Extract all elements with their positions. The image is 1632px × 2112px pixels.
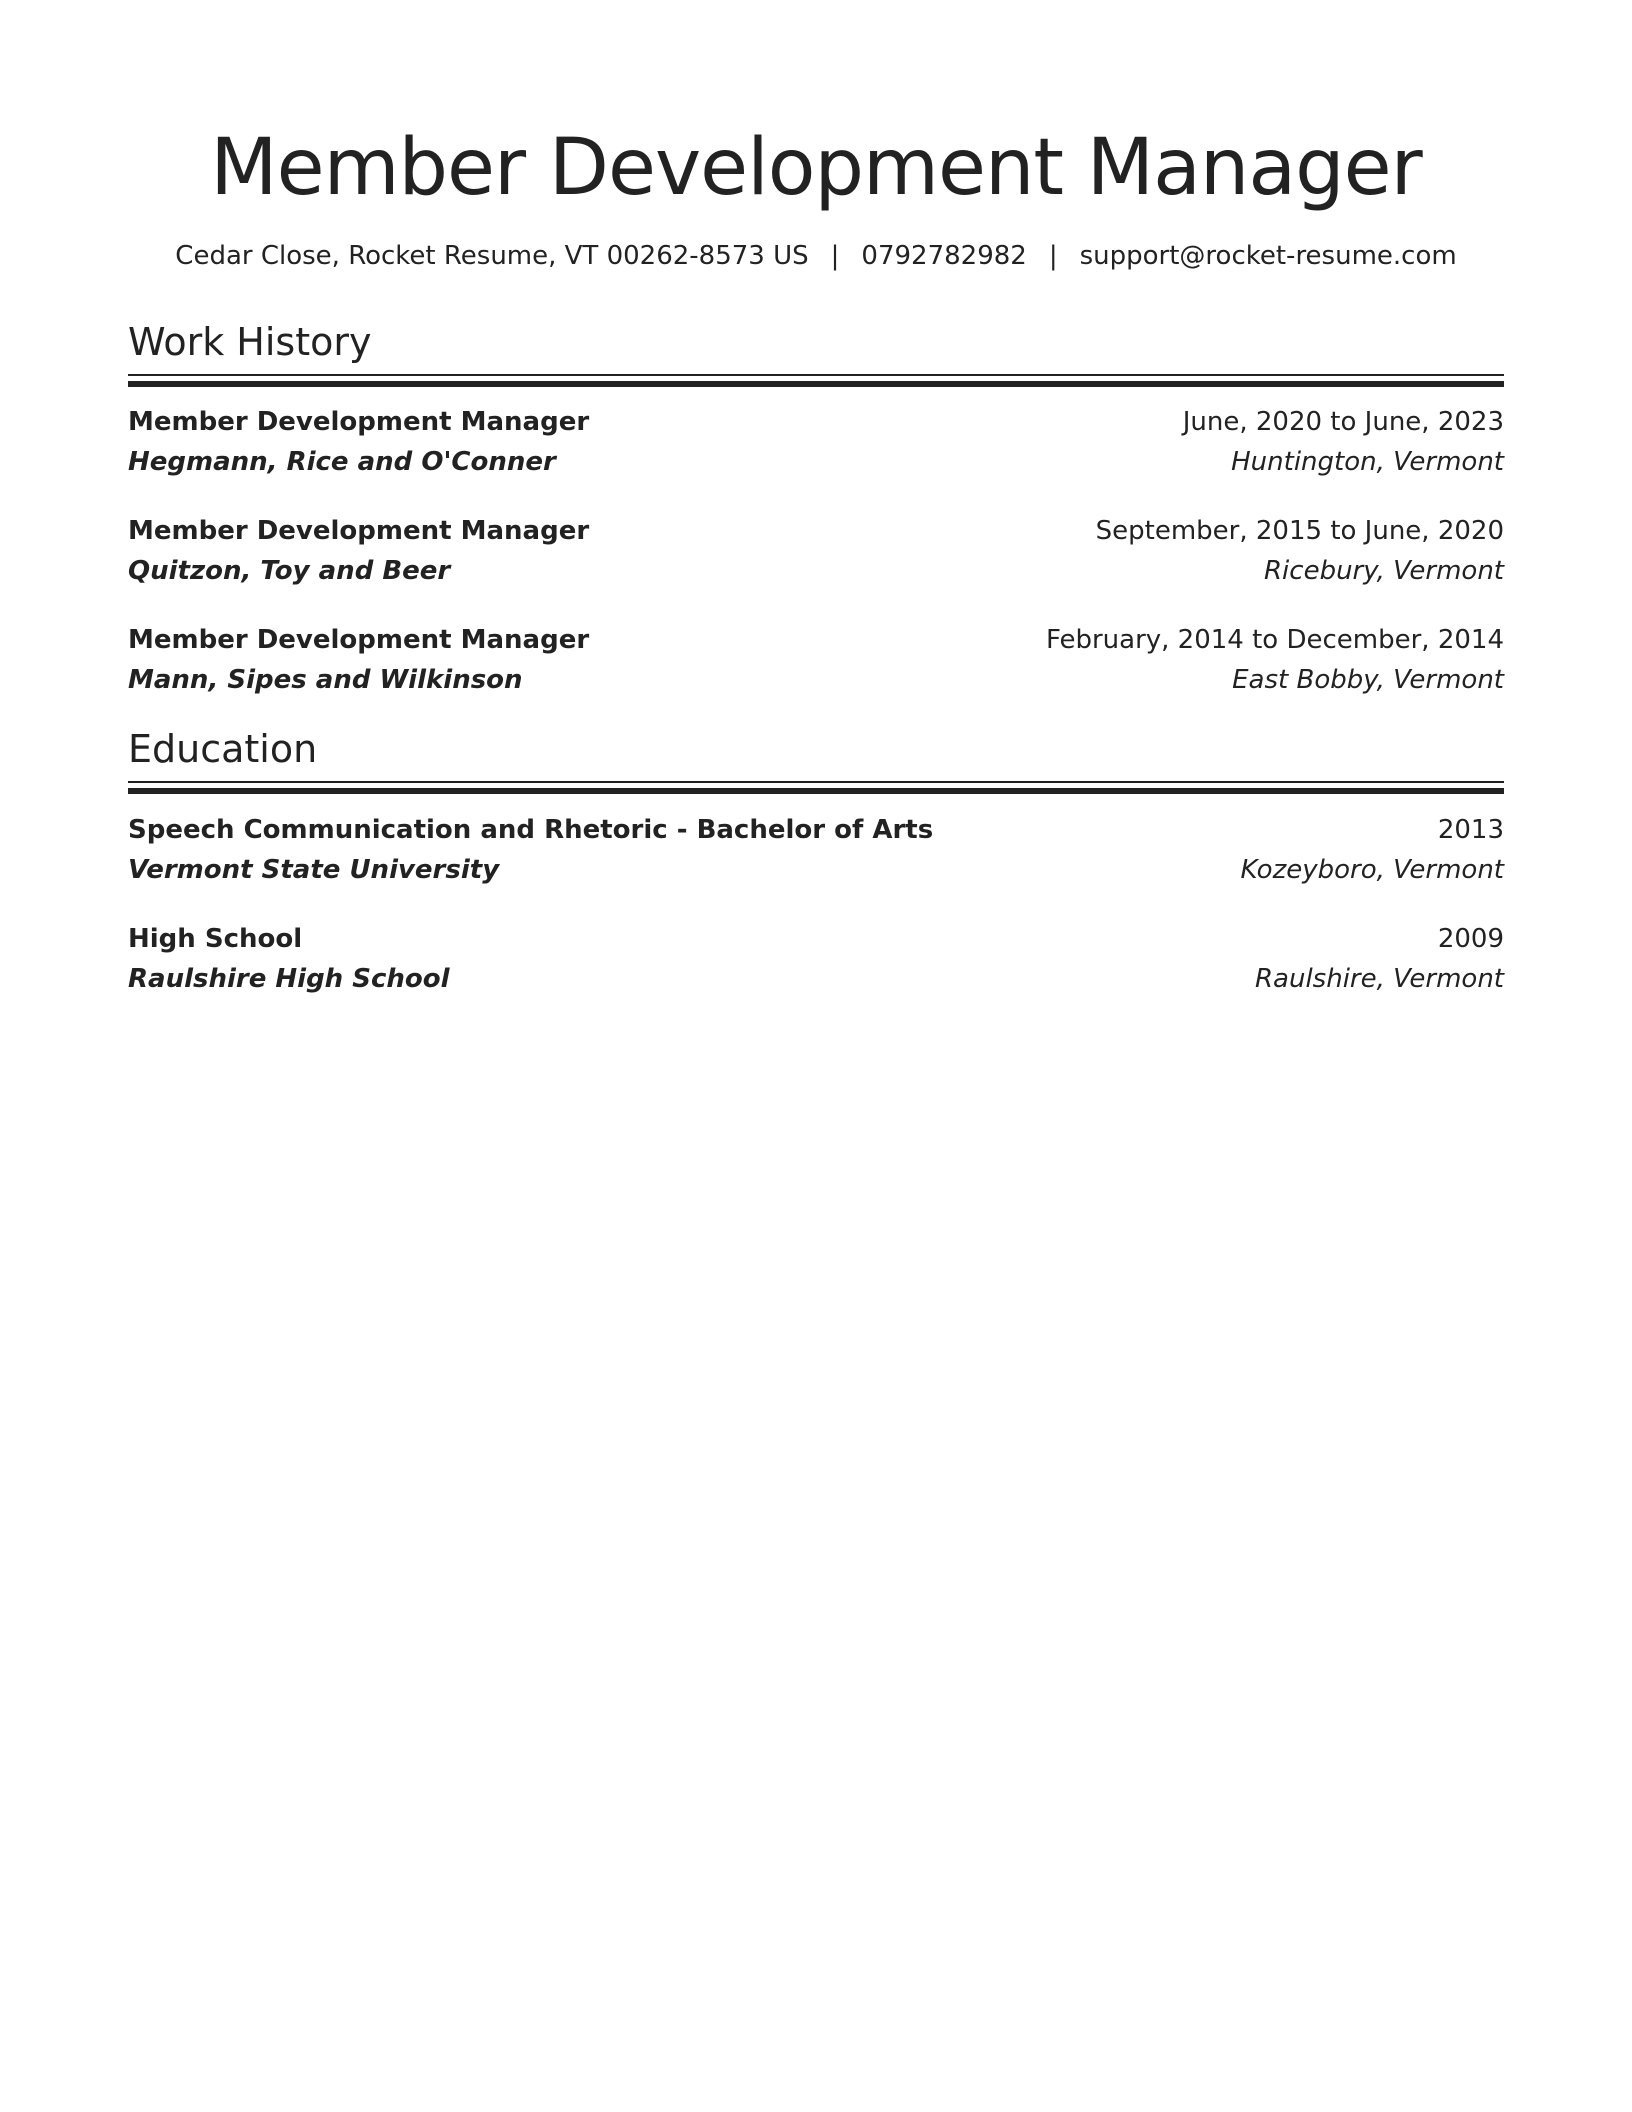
education-year: 2009 <box>1437 924 1504 954</box>
contact-phone: 0792782982 <box>861 241 1027 271</box>
resume-title: Member Development Manager <box>210 123 1422 213</box>
job-role: Member Development Manager <box>128 407 590 437</box>
education-heading: Education <box>128 727 318 771</box>
education-school: Raulshire High School <box>128 964 450 994</box>
job-dates: September, 2015 to June, 2020 <box>1095 516 1504 546</box>
section-divider <box>128 781 1504 794</box>
section-divider <box>128 374 1504 387</box>
contact-email: support@rocket-resume.com <box>1079 241 1457 271</box>
job-role: Member Development Manager <box>128 516 590 546</box>
job-location: Ricebury, Vermont <box>1263 556 1504 586</box>
job-location: Huntington, Vermont <box>1231 447 1504 477</box>
work-entry <box>128 620 1504 700</box>
job-dates: February, 2014 to December, 2014 <box>1045 625 1504 655</box>
job-dates: June, 2020 to June, 2023 <box>1182 407 1504 437</box>
education-entry <box>128 810 1504 890</box>
job-location: East Bobby, Vermont <box>1232 665 1504 695</box>
education-entry <box>128 919 1504 999</box>
job-role: Member Development Manager <box>128 625 590 655</box>
work-entry <box>128 511 1504 591</box>
job-company: Quitzon, Toy and Beer <box>128 556 451 586</box>
education-school: Vermont State University <box>128 855 500 885</box>
contact-line <box>128 238 1504 274</box>
education-location: Raulshire, Vermont <box>1254 964 1504 994</box>
education-year: 2013 <box>1437 815 1504 845</box>
work-entry <box>128 402 1504 482</box>
contact-separator: | <box>1048 241 1058 271</box>
contact-separator: | <box>830 241 840 271</box>
contact-address: Cedar Close, Rocket Resume, VT 00262-8573 US <box>175 241 809 271</box>
job-company: Hegmann, Rice and O'Conner <box>128 447 556 477</box>
work-history-heading: Work History <box>128 320 372 364</box>
job-company: Mann, Sipes and Wilkinson <box>128 665 523 695</box>
education-location: Kozeyboro, Vermont <box>1240 855 1504 885</box>
education-degree: Speech Communication and Rhetoric - Bachelor of Arts <box>128 815 934 845</box>
education-degree: High School <box>128 924 303 954</box>
